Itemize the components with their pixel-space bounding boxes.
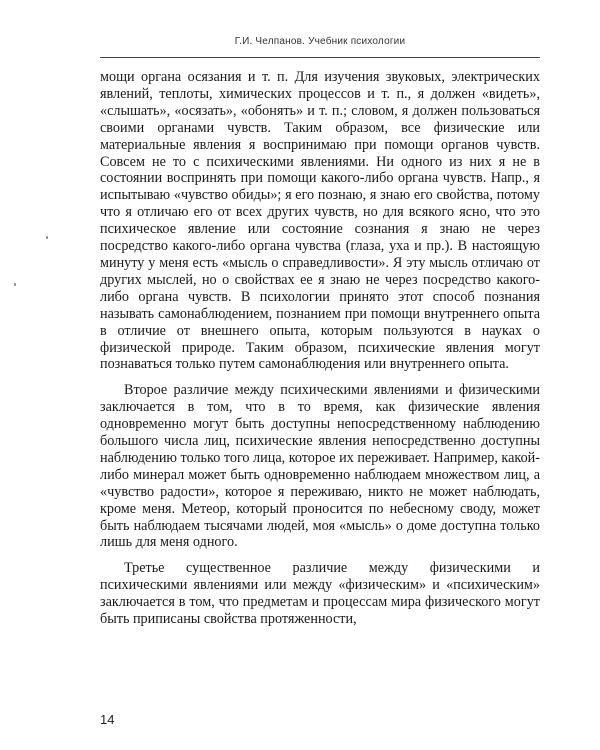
scan-speck [14,283,16,286]
page-number: 14 [100,712,115,727]
running-header: Г.И. Челпанов. Учебник психологии [234,36,406,47]
body-text [100,69,540,628]
paragraph-second-difference: Второе различие между психическими явлениями и физическими заключается в том, что в то время, как физические явления одновременно могут быть доступны непосредственному наблюдению большого числа лиц, психические явления непосредственно доступны наблюдению только того лица, которое их переживает. Например, какой-либо минерал может быть одновременно наблюдаем множеством лиц, а «чувство радости», которое я переживаю, никто не может наблюдать, кроме меня. Метеор, который проносится по небесному своду, может быть наблюдаем тысячами людей, моя «мысль» о доме доступна только лишь для меня одного. [100,382,540,551]
paragraph-continued: мощи органа осязания и т. п. Для изучения звуковых, электрических явлений, теплоты, химических процессов и т. п., я должен «видеть», «слышать», «осязать», «обонять» и т. п.; словом, я должен пользоваться своими органами чувств. Таким образом, все физические или материальные явления я воспринимаю при помощи органов чувств. Совсем не то с психическими явлениями. Ни одного из них я не в состоянии воспринять при помощи какого-либо органа чувств. Напр., я испытываю «чувство обиды»; я его познаю, я знаю его свойства, потому что я отличаю его от всех других чувств, но для всякого ясно, что это психическое явление или состояние сознания я знаю не через посредство какого-либо органа чувства (глаза, уха и пр.). В настоящую минуту у меня есть «мысль о справедливости». Я эту мысль отличаю от других мыслей, но о свойствах ее я знаю не через посредство какого-либо органа чувств. В психологии принято этот способ познания называть самонаблюдением, познанием при помощи внутреннего опыта в отличие от внешнего опыта, которым пользуются в науках о физической природе. Таким образом, психические явления могут познаваться только путем самонаблюдения или внутреннего опыта. [100,69,540,373]
scan-speck [46,236,48,239]
header-rule [100,57,540,58]
paragraph-third-difference: Третье существенное различие между физическими и психическими явлениями или между «физическим» и «психическим» заключается в том, что предметам и процессам мира физического могут быть приписаны свойства протяженности, [100,560,540,628]
